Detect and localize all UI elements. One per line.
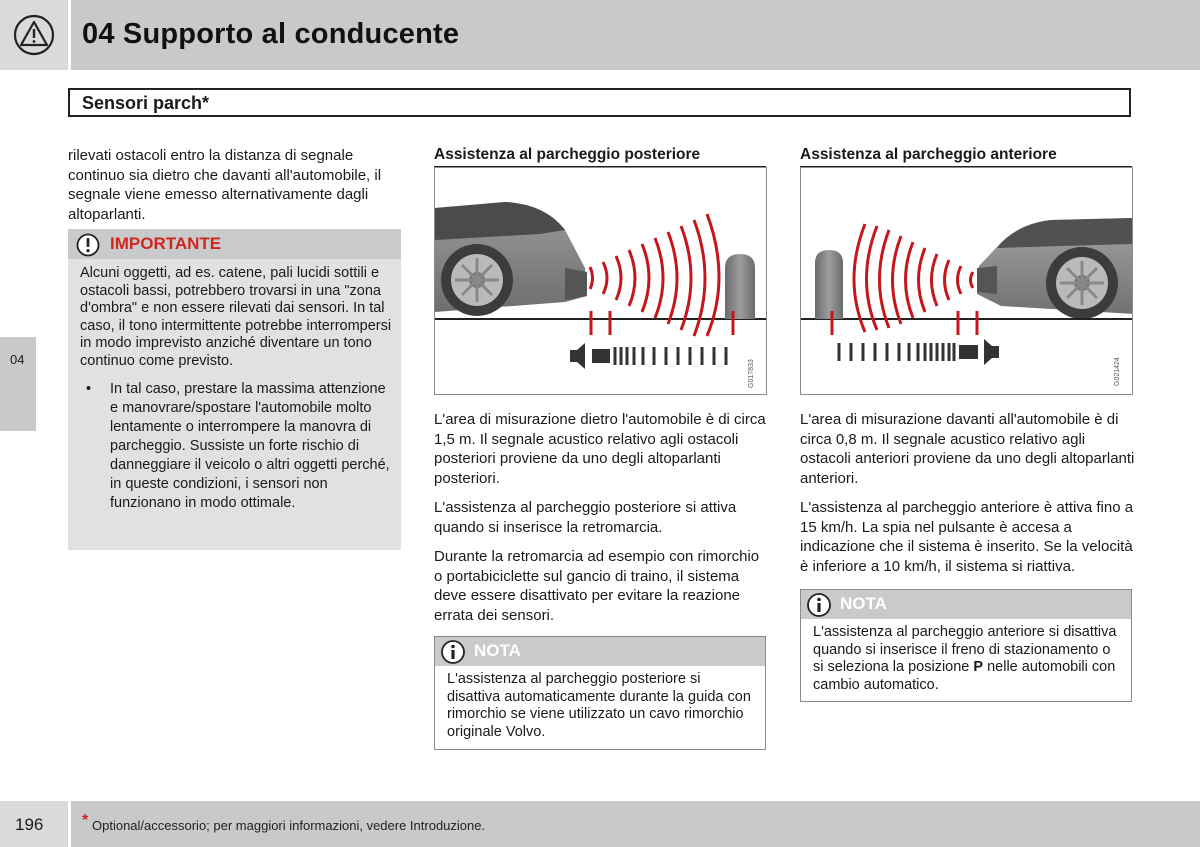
chapter-title: 04 Supporto al conducente xyxy=(82,18,460,50)
info-icon xyxy=(440,639,466,665)
page-number: 196 xyxy=(15,815,44,834)
bullet-dot: • xyxy=(86,381,92,397)
front-note-title: NOTA xyxy=(840,594,887,613)
footer-bar xyxy=(71,801,1200,847)
header-icon-box xyxy=(0,0,68,70)
rear-parking-figure xyxy=(434,167,767,395)
front-note-body xyxy=(813,624,1123,694)
important-box xyxy=(68,229,401,550)
intro-paragraph: rilevati ostacoli entro la distanza di segnale continuo sia dietro che davanti all'automobile, il segnale viene emesso alternativamente dagli altoparlanti. xyxy=(68,147,382,223)
rear-note-body: L'assistenza al parcheggio posteriore si disattiva automaticamente durante la guida con rimorchio se viene utilizzato un cavo rimorchio originale Volvo. xyxy=(447,671,751,740)
rear-paragraph-2: L'assistenza al parcheggio posteriore si attiva quando si inserisce la retromarcia. xyxy=(434,499,737,536)
front-figure-code: G021424 xyxy=(1114,357,1121,386)
rear-figure-code: G017833 xyxy=(748,359,755,388)
front-note-header xyxy=(801,590,1131,619)
rear-paragraph-1: L'area di misurazione dietro l'automobile è di circa 1,5 m. Il segnale acustico relativo agli ostacoli posteriori proviene da uno degli altoparlanti posteriori. xyxy=(434,411,766,487)
front-note-text-start: L'assistenza al parcheggio anteriore si disattiva quando si inserisce il freno di stazionamento o si seleziona la posizione xyxy=(813,624,1117,675)
chapter-header xyxy=(0,0,1200,70)
important-text: Alcuni oggetti, ad es. catene, pali lucidi sottili e ostacoli bassi, potrebbero trovarsi in una "zona d'ombra" e non essere rilevati dai sensori. In tal caso, il tono intermittente potrebbe interrompersi in modo imprevisto anziché diventare un tono continuo come previsto. xyxy=(80,265,392,369)
front-parking-illustration xyxy=(801,168,1133,395)
right-column-text xyxy=(800,410,1135,586)
rear-note-title: NOTA xyxy=(474,641,521,660)
front-note-box xyxy=(800,589,1132,702)
chapter-side-tab xyxy=(0,337,36,431)
footnote-star: * xyxy=(82,812,89,829)
info-icon xyxy=(806,592,832,618)
front-assist-heading: Assistenza al parcheggio anteriore xyxy=(800,146,1132,168)
rear-note-box xyxy=(434,636,766,750)
important-title: IMPORTANTE xyxy=(110,234,222,253)
front-note-gear-p: P xyxy=(973,659,984,675)
rear-paragraph-3: Durante la retromarcia ad esempio con rimorchio o portabiciclette sul gancio di traino, il sistema deve essere disattivato per evitare la reazione errata dei sensori. xyxy=(434,548,760,624)
front-paragraph-1: L'area di misurazione davanti all'automobile è di circa 0,8 m. Il segnale acustico relativo agli ostacoli anteriori proviene da uno degli altoparlanti anteriori. xyxy=(800,411,1135,487)
rear-assist-heading: Assistenza al parcheggio posteriore xyxy=(434,146,766,168)
important-header xyxy=(68,229,401,259)
page-number-box xyxy=(0,801,68,847)
side-tab-label: 04 xyxy=(10,352,25,367)
important-bullet-text: In tal caso, prestare la massima attenzione e manovrare/spostare l'automobile molto lentamente o interrompere la manovra di parcheggio. Sussiste un forte rischio di danneggiare il veicolo o altri oggetti perché, in queste condizioni, i sensori non funzionano in modo ottimale. xyxy=(110,381,390,511)
exclamation-icon xyxy=(76,233,100,257)
front-parking-figure xyxy=(800,167,1133,395)
rear-parking-illustration xyxy=(435,168,767,395)
front-note-text-end: nelle automobili con cambio automatico. xyxy=(813,659,1116,693)
middle-column-text xyxy=(434,410,769,635)
left-column xyxy=(68,146,403,234)
warning-triangle-icon xyxy=(13,14,55,56)
footnote-text: Optional/accessorio; per maggiori informazioni, vedere Introduzione. xyxy=(92,818,486,833)
section-title: Sensori parch* xyxy=(82,93,210,113)
rear-note-header xyxy=(435,637,765,666)
section-title-box xyxy=(68,88,1131,117)
important-body xyxy=(80,265,392,513)
important-bullet xyxy=(80,380,392,513)
front-paragraph-2: L'assistenza al parcheggio anteriore è attiva fino a 15 km/h. La spia nel pulsante è accesa a indicazione che il sistema è inserito. Se la velocità è inferiore a 10 km/h, il sistema si riattiva. xyxy=(800,499,1134,575)
page-footer xyxy=(0,801,1200,847)
